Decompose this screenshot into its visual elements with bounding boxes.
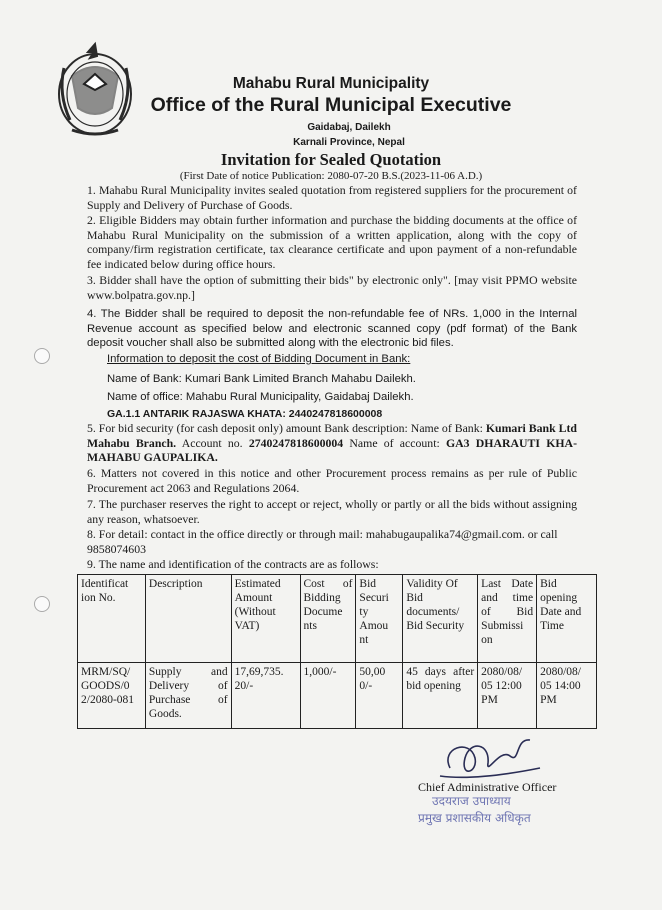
office-name: Office of the Rural Municipal Executive: [150, 94, 512, 116]
table-header-row: [78, 575, 597, 663]
p5-lead: 5. For bid security (for cash deposit only) amount Bank description: Name of Bank:: [87, 421, 486, 435]
punch-hole: [34, 348, 50, 364]
signature-mark: [420, 728, 560, 788]
deposit-office: Name of office: Mahabu Rural Municipality, Gaidabaj Dailekh.: [107, 391, 414, 403]
p5-mid: Account no.: [176, 435, 249, 450]
paragraph-2: 2. Eligible Bidders may obtain further information and purchase the bidding documents at the office of Mahabu Rural Municipality on the submission of a written application, along with the copy of company/firm registration certificate, tax clearance certificate and upon payment of a non-refundable fee indicated below during office hours.: [87, 213, 577, 271]
punch-hole: [34, 596, 50, 612]
cell-bid-security: 50,00 0/-: [356, 663, 403, 729]
p5-account: 2740247818600004: [248, 435, 344, 450]
header-opening-date: Bid opening Date and Time: [537, 575, 597, 663]
paragraph-8: 8. For detail: contact in the office directly or through mail: mahabugaupalika74@gmail.com. or call 9858074603: [87, 527, 558, 556]
cell-cost-documents: 1,000/-: [300, 663, 356, 729]
p5-mid2: Name of account:: [343, 435, 446, 450]
header-id: Identificat ion No.: [78, 575, 146, 663]
cell-estimated-amount: 17,69,735. 20/-: [231, 663, 300, 729]
header-description: Description: [145, 575, 231, 663]
paragraph-4: 4. The Bidder shall be required to deposit the non-refundable fee of NRs. 1,000 in the Internal Revenue account as specified below and electronic scanned copy (pdf format) of the Bank deposit voucher shall also be submitted along with the electronic bid files.: [87, 308, 577, 349]
paragraph-1: 1. Mahabu Rural Municipality invites sealed quotation from registered suppliers for the procurement of Supply and Delivery of Purchase of Goods.: [87, 183, 577, 212]
cell-validity: 45 days after bid opening: [403, 663, 478, 729]
cell-description: Supply and Delivery of Purchase of Goods.: [145, 663, 231, 729]
header-last-date: Last Date and time of Bid Submissi on: [478, 575, 537, 663]
contracts-table: [77, 574, 597, 729]
header-bid-security: Bid Securi ty Amou nt: [356, 575, 403, 663]
signatory-title: Chief Administrative Officer: [418, 780, 557, 794]
deposit-bank: Name of Bank: Kumari Bank Limited Branch Mahabu Dailekh.: [107, 373, 416, 385]
paragraph-9: 9. The name and identification of the contracts are as follows:: [87, 557, 379, 571]
publication-date: (First Date of notice Publication: 2080-07-20 B.S.(2023-11-06 A.D.): [179, 170, 483, 182]
municipality-name: Mahabu Rural Municipality: [232, 75, 430, 92]
header-cost-documents: Cost of Bidding Docume nts: [300, 575, 356, 663]
cell-last-date: 2080/08/ 05 12:00 PM: [478, 663, 537, 729]
p5-bank: Kumari Bank Ltd Mahabu Branch.: [87, 421, 577, 450]
paragraph-5: [87, 421, 577, 465]
paragraph-7: 7. The purchaser reserves the right to accept or reject, wholly or partly or all the bids without assigning any reason, whatsoever.: [87, 497, 577, 526]
deposit-info-heading: Information to deposit the cost of Bidding Document in Bank:: [107, 353, 411, 365]
header-estimated-amount: Estimated Amount (Without VAT): [231, 575, 300, 663]
address-line-1: Gaidabaj, Dailekh: [307, 122, 391, 133]
stamp-role: प्रमुख प्रशासकीय अधिकृत: [418, 811, 531, 825]
paragraph-3: 3. Bidder shall have the option of submitting their bids" by electronic only". [may visit PPMO website www.bolpatra.gov.np.]: [87, 273, 577, 302]
deposit-khata: GA.1.1 ANTARIK RAJASWA KHATA: 2440247818600008: [107, 408, 383, 420]
p5-account-name: GA3 DHARAUTI KHA-MAHABU GAUPALIKA.: [87, 435, 578, 464]
cell-id: MRM/SQ/ GOODS/0 2/2080-081: [78, 663, 146, 729]
stamp-name: उदयराज उपाध्याय: [432, 794, 511, 808]
address-line-2: Karnali Province, Nepal: [293, 137, 405, 148]
table-row: [78, 663, 597, 729]
notice-title: Invitation for Sealed Quotation: [220, 150, 442, 169]
cell-opening-date: 2080/08/ 05 14:00 PM: [537, 663, 597, 729]
header-validity: Validity Of Bid documents/ Bid Security: [403, 575, 478, 663]
paragraph-6: 6. Matters not covered in this notice and other Procurement process remains as per rule of Public Procurement act 2063 and Regulations 2064.: [87, 466, 577, 495]
